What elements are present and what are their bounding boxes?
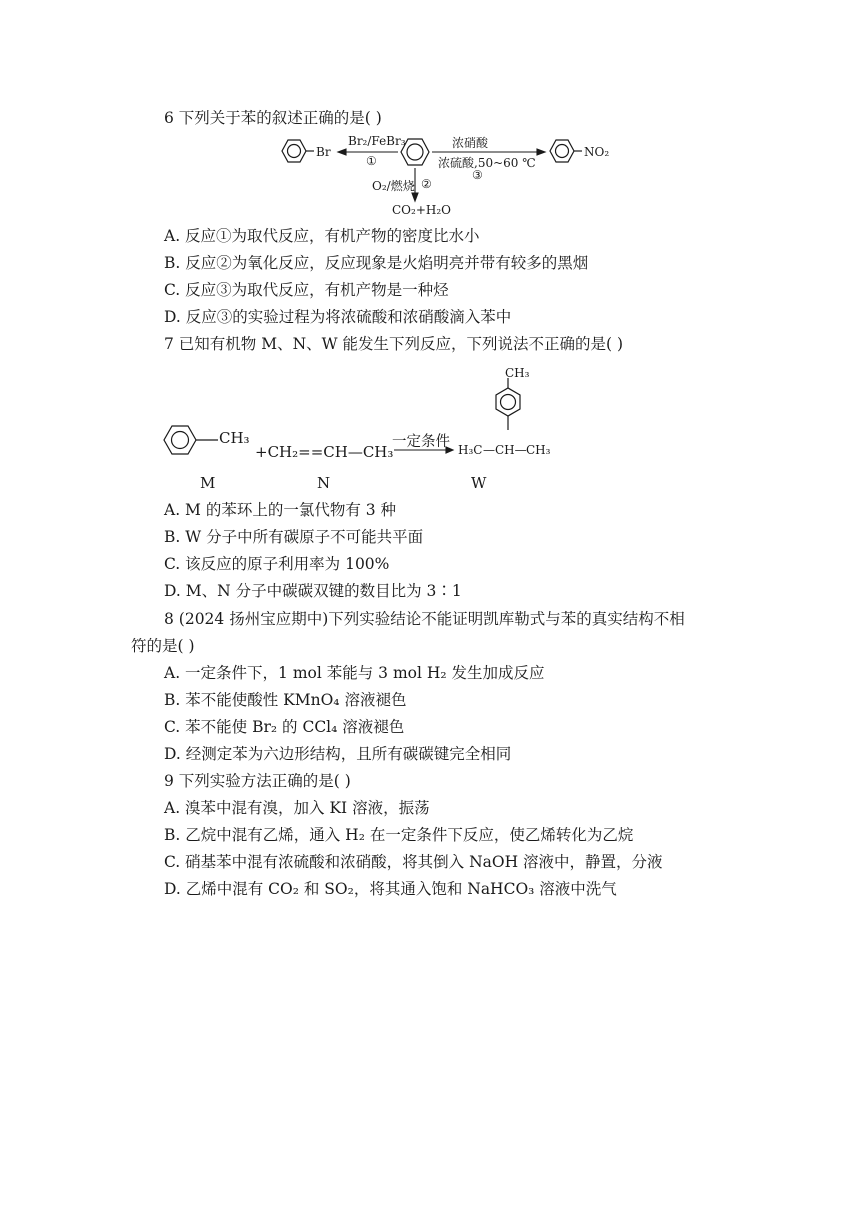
q9-option-c: C. 硝基苯中混有浓硫酸和浓硝酸，将其倒入 NaOH 溶液中，静置，分液 (164, 853, 663, 871)
q9-option-a: A. 溴苯中混有溴，加入 KI 溶液，振荡 (164, 799, 430, 817)
q7-stem: 7 已知有机物 M、N、W 能发生下列反应，下列说法不正确的是( ) (164, 335, 624, 353)
r3-reagent-bottom: 浓硫酸,50~60 ℃ (438, 156, 536, 170)
w-right-ch3: CH₃ (526, 443, 551, 457)
w-left-h3c: H₃C (458, 443, 483, 457)
product-no2-label: NO₂ (584, 145, 610, 159)
n-reactant: +CH₂==CH—CH₃ (255, 443, 394, 461)
label-n: N (317, 474, 331, 492)
q8-stem-line1: 8 (2024 扬州宝应期中)下列实验结论不能证明凯库勒式与苯的真实结构不相 (164, 610, 685, 628)
r2-number: ② (421, 177, 432, 191)
q8-option-a: A. 一定条件下，1 mol 苯能与 3 mol H₂ 发生加成反应 (164, 664, 545, 682)
q7-option-d: D. M、N 分子中碳碳双键的数目比为 3∶1 (164, 582, 462, 600)
w-top-ch3: CH₃ (505, 366, 530, 380)
q9-option-d: D. 乙烯中混有 CO₂ 和 SO₂，将其通入饱和 NaHCO₃ 溶液中洗气 (164, 880, 617, 898)
benzene-ring-bromobenzene (282, 140, 314, 162)
q9-option-b: B. 乙烷中混有乙烯，通入 H₂ 在一定条件下反应，使乙烯转化为乙烷 (164, 826, 634, 844)
q8-option-c: C. 苯不能使 Br₂ 的 CCl₄ 溶液褪色 (164, 718, 405, 736)
r3-reagent-top: 浓硝酸 (452, 136, 489, 150)
q7-option-a: A. M 的苯环上的一氯代物有 3 种 (164, 501, 397, 519)
r1-number: ① (366, 154, 377, 168)
r2-reagent: O₂/燃烧 (372, 179, 415, 193)
product-br-label: Br (316, 145, 331, 159)
benzene-ring-toluene (164, 426, 218, 454)
benzene-ring-product-w (496, 378, 520, 430)
q6-option-a: A. 反应①为取代反应，有机产物的密度比水小 (164, 227, 480, 245)
q8-option-d: D. 经测定苯为六边形结构，且所有碳碳键完全相同 (164, 745, 512, 763)
label-w: W (471, 474, 487, 492)
q6-option-d: D. 反应③的实验过程为将浓硫酸和浓硝酸滴入苯中 (164, 308, 512, 326)
condition-label: 一定条件 (392, 434, 450, 450)
q7-option-b: B. W 分子中所有碳原子不可能共平面 (164, 528, 424, 546)
q8-stem-line2: 符的是( ) (131, 637, 195, 655)
benzene-ring-nitrobenzene (550, 140, 582, 162)
q6-option-b: B. 反应②为氧化反应，反应现象是火焰明亮并带有较多的黑烟 (164, 254, 589, 272)
label-m: M (200, 474, 216, 492)
q6-option-c: C. 反应③为取代反应，有机产物是一种烃 (164, 281, 449, 299)
w-mid-ch: —CH— (483, 443, 527, 457)
q9-stem: 9 下列实验方法正确的是( ) (164, 772, 351, 790)
r3-number: ③ (472, 168, 483, 182)
r1-reagent: Br₂/FeBr₃ (348, 134, 406, 148)
m-ch3-label: CH₃ (219, 429, 250, 447)
r2-product: CO₂+H₂O (392, 203, 451, 217)
q7-option-c: C. 该反应的原子利用率为 100% (164, 555, 390, 573)
q8-option-b: B. 苯不能使酸性 KMnO₄ 溶液褪色 (164, 691, 407, 709)
q6-stem: 6 下列关于苯的叙述正确的是( ) (164, 109, 382, 127)
